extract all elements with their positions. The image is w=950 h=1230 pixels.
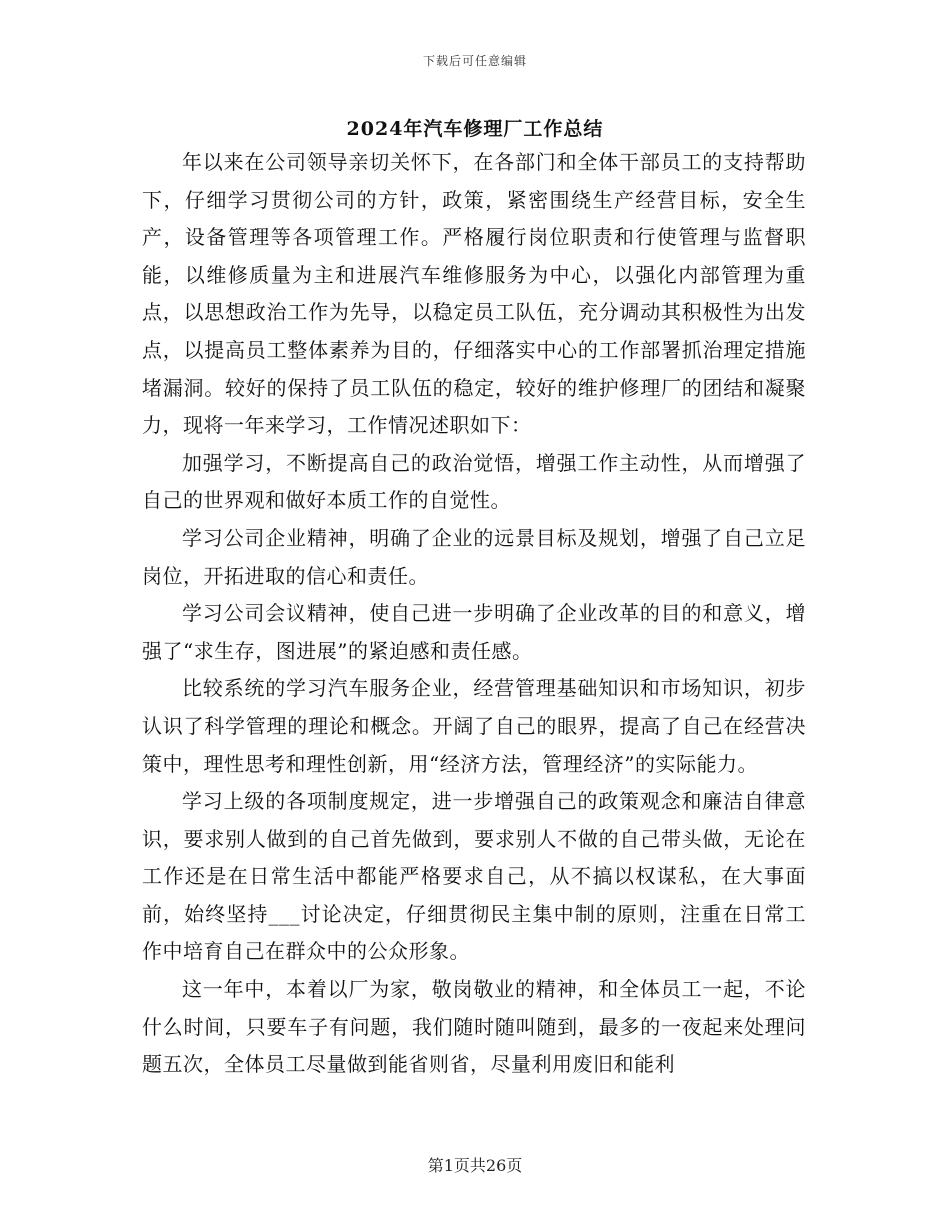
paragraph-management-knowledge: 比较系统的学习汽车服务企业，经营管理基础知识和市场知识，初步认识了科学管理的理论和概念。开阔了自己的眼界，提高了自己在经营决策中，理性思考和理性创新，用“经济方法，管理经济”的实际能力。 xyxy=(142,676,806,776)
page-header-note: 下载后可任意编辑 xyxy=(422,54,527,68)
document-body xyxy=(142,144,806,1084)
paragraph-meeting-spirit: 学习公司会议精神，使自己进一步明确了企业改革的目的和意义，增强了“求生存，图进展”的紧迫感和责任感。 xyxy=(142,601,806,663)
document-title: 2024年汽车修理厂工作总结 xyxy=(346,118,604,140)
page-number: 第1页共26页 xyxy=(427,1156,523,1175)
paragraph-regulations: 学习上级的各项制度规定，进一步增强自己的政策观念和廉洁自律意识，要求别人做到的自己首先做到，要求别人不做的自己带头做，无论在工作还是在日常生活中都能严格要求自己，从不搞以权谋私，在大事面前，始终坚持___讨论决定，仔细贯彻民主集中制的原则，注重在日常工作中培育自己在群众中的公众形象。 xyxy=(142,789,806,964)
paragraph-intro: 年以来在公司领导亲切关怀下，在各部门和全体干部员工的支持帮助下，仔细学习贯彻公司的方针，政策，紧密围绕生产经营目标，安全生产，设备管理等各项管理工作。严格履行岗位职责和行使管理与监督职能，以维修质量为主和进展汽车维修服务为中心，以强化内部管理为重点，以思想政治工作为先导，以稳定员工队伍，充分调动其积极性为出发点，以提高员工整体素养为目的，仔细落实中心的工作部署抓治理定措施堵漏洞。较好的保持了员工队伍的稳定，较好的维护修理厂的团结和凝聚力，现将一年来学习，工作情况述职如下： xyxy=(142,150,806,438)
paragraph-dedication: 这一年中，本着以厂为家，敬岗敬业的精神，和全体员工一起，不论什么时间，只要车子有问题，我们随时随叫随到，最多的一夜起来处理问题五次，全体员工尽量做到能省则省，尽量利用废旧和能利 xyxy=(142,977,806,1077)
paragraph-enterprise-spirit: 学习公司企业精神，明确了企业的远景目标及规划，增强了自己立足岗位，开拓进取的信心和责任。 xyxy=(142,525,806,588)
paragraph-study-awareness: 加强学习，不断提高自己的政治觉悟，增强工作主动性，从而增强了自己的世界观和做好本质工作的自觉性。 xyxy=(142,450,806,513)
